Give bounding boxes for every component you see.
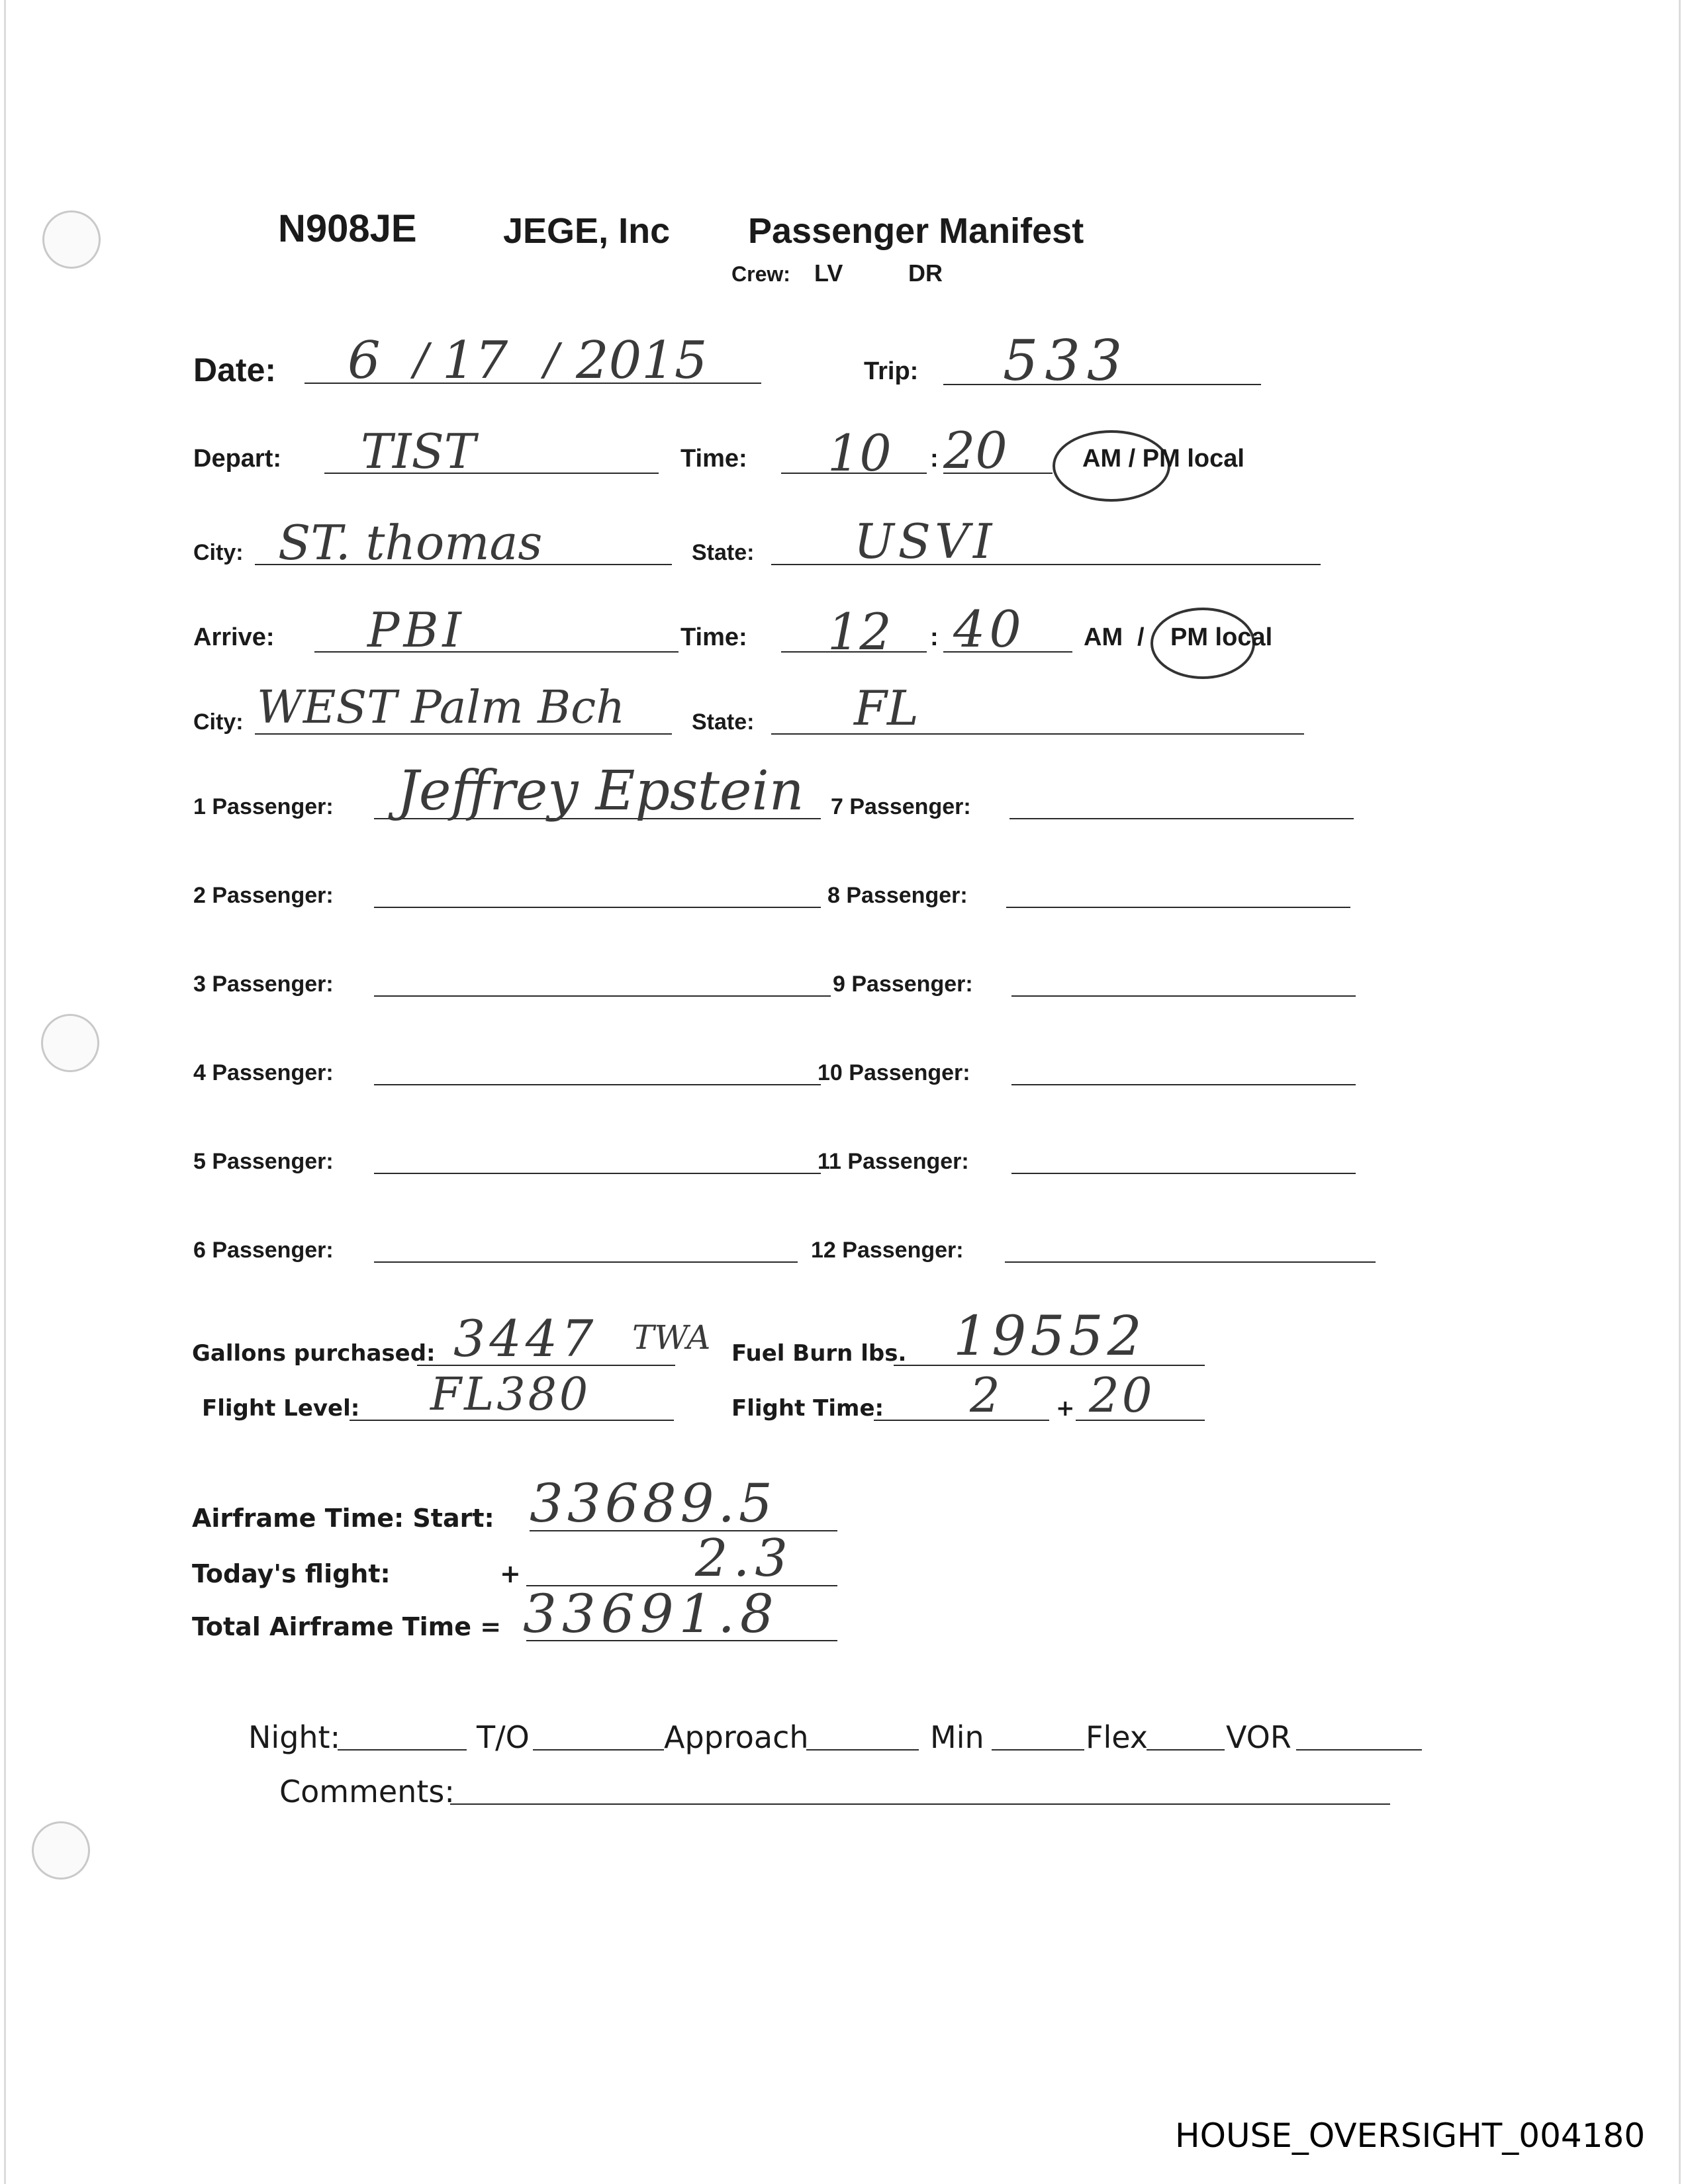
crew-label: Crew: — [731, 262, 790, 286]
depart-state-value: USVI — [854, 514, 996, 569]
fuel-burn-label: Fuel Burn lbs. — [731, 1340, 907, 1367]
arrive-pm-local-label: PM local — [1170, 623, 1273, 651]
passenger-12-label: 12 Passenger: — [811, 1238, 964, 1263]
passenger-11-label: 11 Passenger: — [818, 1149, 969, 1174]
arrive-min-value: 40 — [953, 600, 1025, 659]
arrive-time-label: Time: — [680, 623, 747, 651]
total-airframe-label: Total Airframe Time = — [192, 1612, 502, 1641]
approach-field[interactable] — [806, 1749, 919, 1751]
arrive-value: PBI — [367, 602, 465, 658]
night-label: Night: — [248, 1719, 341, 1755]
vor-field[interactable] — [1296, 1749, 1422, 1751]
depart-time-label: Time: — [680, 445, 747, 473]
passenger-6-label: 6 Passenger: — [193, 1238, 334, 1263]
bates-number: HOUSE_OVERSIGHT_004180 — [1175, 2116, 1646, 2155]
passenger-6-field[interactable] — [374, 1261, 798, 1263]
flight-level-value: FL380 — [430, 1369, 591, 1421]
passenger-4-label: 4 Passenger: — [193, 1060, 334, 1085]
airframe-start-value: 33689.5 — [530, 1473, 776, 1534]
passenger-11-field[interactable] — [1011, 1173, 1356, 1174]
depart-label: Depart: — [193, 445, 282, 473]
min-field[interactable] — [992, 1749, 1084, 1751]
passenger-10-field[interactable] — [1011, 1084, 1356, 1085]
arrive-slash: / — [1137, 623, 1145, 651]
flight-time-minutes-value: 20 — [1089, 1367, 1155, 1423]
gallons-note: TWA — [632, 1318, 711, 1357]
binder-hole-bottom — [32, 1821, 90, 1880]
passenger-12-field[interactable] — [1005, 1261, 1376, 1263]
passenger-9-field[interactable] — [1011, 995, 1356, 997]
night-field[interactable] — [338, 1749, 467, 1751]
passenger-4-field[interactable] — [374, 1084, 821, 1085]
flex-field[interactable] — [1147, 1749, 1225, 1751]
arrive-state-value: FL — [854, 680, 919, 736]
page-title: Passenger Manifest — [748, 211, 1084, 251]
gallons-label: Gallons purchased: — [192, 1340, 436, 1367]
todays-flight-label: Today's flight: — [192, 1559, 391, 1588]
fuel-burn-value: 19552 — [953, 1305, 1146, 1368]
total-airframe-value: 33691.8 — [523, 1583, 779, 1645]
right-edge-line — [1679, 0, 1681, 2184]
flight-time-hours-field[interactable] — [874, 1420, 1049, 1421]
arrive-am-label: AM — [1084, 623, 1123, 651]
arrive-label: Arrive: — [193, 623, 275, 651]
passenger-3-field[interactable] — [374, 995, 831, 997]
depart-state-label: State: — [692, 540, 755, 565]
passenger-1-value: Jeffrey Epstein — [397, 760, 804, 823]
depart-value: TIST — [361, 424, 476, 479]
passenger-5-field[interactable] — [374, 1173, 821, 1174]
depart-city-value: ST. thomas — [278, 515, 543, 570]
tail-number: N908JE — [278, 207, 417, 250]
passenger-3-label: 3 Passenger: — [193, 972, 334, 997]
date-label: Date: — [193, 351, 277, 388]
depart-min-value: 20 — [943, 421, 1008, 480]
company-name: JEGE, Inc — [503, 211, 671, 251]
crew-member-1: LV — [814, 259, 843, 287]
binder-hole-top — [42, 210, 101, 269]
arrive-city-label: City: — [193, 709, 244, 735]
flight-time-label: Flight Time: — [731, 1395, 884, 1422]
passenger-9-label: 9 Passenger: — [833, 972, 973, 997]
passenger-7-field[interactable] — [1009, 818, 1354, 819]
binder-hole-middle — [41, 1014, 99, 1072]
date-month-value: 6 — [348, 331, 381, 390]
arrive-state-label: State: — [692, 709, 755, 735]
passenger-8-label: 8 Passenger: — [827, 883, 968, 908]
arrive-state-field[interactable] — [771, 733, 1304, 735]
to-label: T/O — [477, 1719, 530, 1755]
flight-level-label: Flight Level: — [202, 1395, 360, 1422]
arrive-city-value: WEST Palm Bch — [257, 682, 626, 734]
comments-field[interactable] — [450, 1803, 1390, 1805]
arrive-time-colon: : — [930, 623, 939, 651]
to-field[interactable] — [533, 1749, 664, 1751]
approach-label: Approach — [664, 1719, 809, 1755]
vor-label: VOR — [1226, 1719, 1291, 1755]
date-day-value: 17 — [442, 331, 508, 390]
comments-label: Comments: — [279, 1774, 455, 1809]
min-label: Min — [930, 1719, 984, 1755]
left-edge-line — [4, 0, 6, 2184]
date-year-value: 2015 — [576, 331, 708, 390]
depart-am-pm-label: AM / PM local — [1082, 445, 1244, 473]
flight-time-hours-value: 2 — [970, 1367, 1000, 1423]
flight-time-plus: + — [1056, 1395, 1075, 1422]
gallons-value: 3447 — [453, 1309, 598, 1368]
depart-city-label: City: — [193, 540, 244, 565]
date-sep-2: / — [544, 334, 559, 385]
date-sep-1: / — [414, 334, 429, 385]
trip-value: 533 — [1003, 328, 1129, 393]
trip-label: Trip: — [864, 357, 919, 385]
todays-flight-plus: + — [500, 1559, 521, 1588]
passenger-5-label: 5 Passenger: — [193, 1149, 334, 1174]
passenger-8-field[interactable] — [1006, 907, 1350, 908]
passenger-7-label: 7 Passenger: — [831, 794, 971, 819]
depart-time-colon: : — [930, 445, 939, 473]
depart-hour-value: 10 — [827, 424, 892, 482]
passenger-10-label: 10 Passenger: — [818, 1060, 970, 1085]
arrive-hour-value: 12 — [827, 602, 892, 661]
airframe-start-label: Airframe Time: Start: — [192, 1504, 494, 1533]
passenger-2-field[interactable] — [374, 907, 821, 908]
flex-label: Flex — [1086, 1719, 1148, 1755]
crew-member-2: DR — [908, 259, 943, 287]
passenger-2-label: 2 Passenger: — [193, 883, 334, 908]
passenger-1-label: 1 Passenger: — [193, 794, 334, 819]
todays-flight-value: 2.3 — [695, 1529, 794, 1588]
